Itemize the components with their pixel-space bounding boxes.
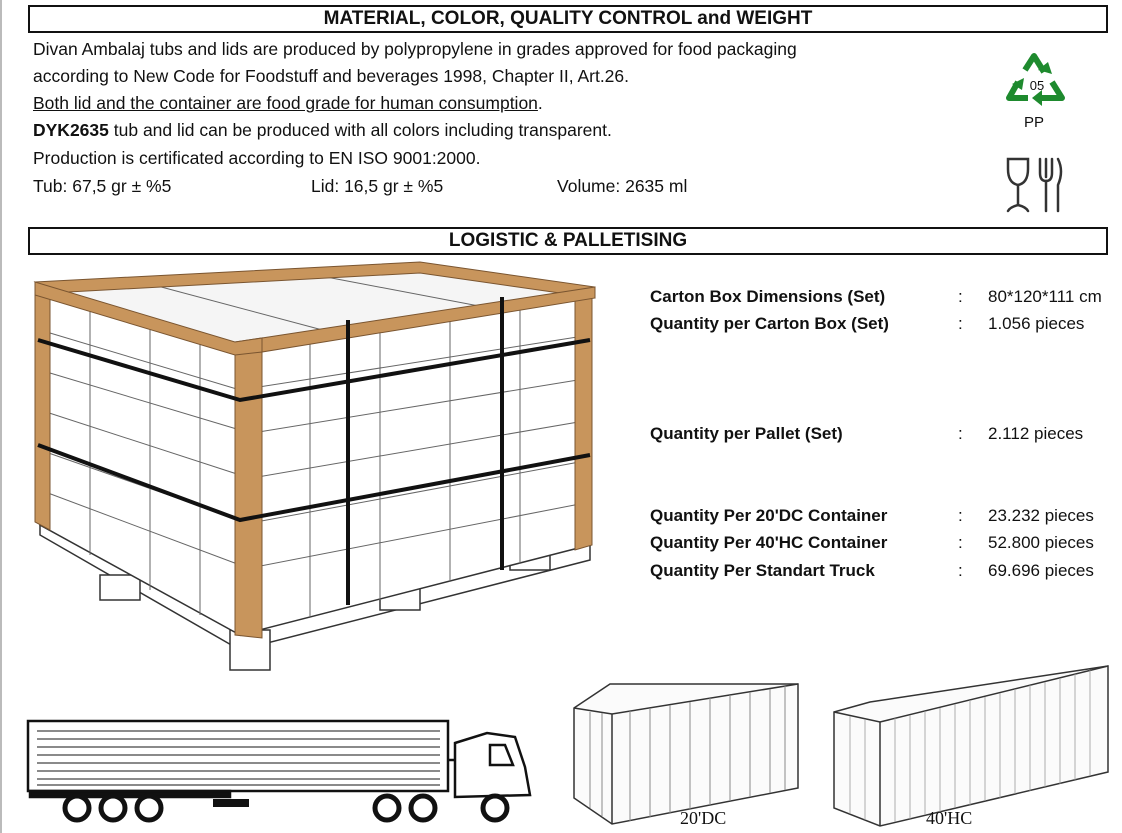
row-label-qty-pallet: Quantity per Pallet (Set) [650,424,843,443]
row-colon: : [958,424,963,443]
row-colon: : [958,533,963,552]
recycle-number: 05 [1029,78,1045,93]
row-colon: : [958,561,963,580]
food-grade-period: . [537,93,543,113]
row-label-qty-40hc: Quantity Per 40'HC Container [650,533,888,552]
container-20dc-label: 20'DC [680,808,727,828]
row-value-qty-pallet: 2.112 pieces [988,424,1084,443]
container-40hc-label: 40'HC [926,808,973,828]
row-label-qty-carton: Quantity per Carton Box (Set) [650,314,889,333]
lid-weight: Lid: 16,5 gr ± %5 [311,176,444,196]
food-grade-statement: Both lid and the container are food grade for human consumption [33,93,538,113]
row-value-carton-dimensions: 80*120*111 cm [988,287,1102,306]
row-colon: : [958,506,963,525]
truck-illustration [25,715,540,830]
row-value-qty-truck: 69.696 pieces [988,561,1094,580]
product-code: DYK2635 [33,120,109,140]
row-label-carton-dimensions: Carton Box Dimensions (Set) [650,287,886,306]
pallet-crate-illustration [30,260,610,680]
row-colon: : [958,314,963,333]
row-label-qty-20dc: Quantity Per 20'DC Container [650,506,888,525]
colors-statement: tub and lid can be produced with all colors including transparent. [108,120,612,140]
page-left-border [0,0,2,833]
tub-weight: Tub: 67,5 gr ± %5 [33,176,172,196]
material-line-3 [33,93,543,113]
material-line-1: Divan Ambalaj tubs and lids are produced by polypropylene in grades approved for food packaging [33,39,797,59]
material-line-4 [33,120,612,140]
food-safe-icon [1000,155,1070,215]
logistic-section-title: LOGISTIC & PALLETISING [28,227,1108,255]
recycle-icon [1000,48,1072,112]
row-label-qty-truck: Quantity Per Standart Truck [650,561,875,580]
volume: Volume: 2635 ml [557,176,688,196]
container-40hc-illustration [830,662,1110,830]
container-20dc-illustration [570,678,802,828]
row-colon: : [958,287,963,306]
material-section-title: MATERIAL, COLOR, QUALITY CONTROL and WEIGHT [28,5,1108,33]
recycle-label: PP [1024,114,1045,131]
row-value-qty-40hc: 52.800 pieces [988,533,1094,552]
row-value-qty-carton: 1.056 pieces [988,314,1085,333]
material-line-5: Production is certificated according to EN ISO 9001:2000. [33,148,481,168]
row-value-qty-20dc: 23.232 pieces [988,506,1094,525]
material-line-2: according to New Code for Foodstuff and beverages 1998, Chapter II, Art.26. [33,66,630,86]
